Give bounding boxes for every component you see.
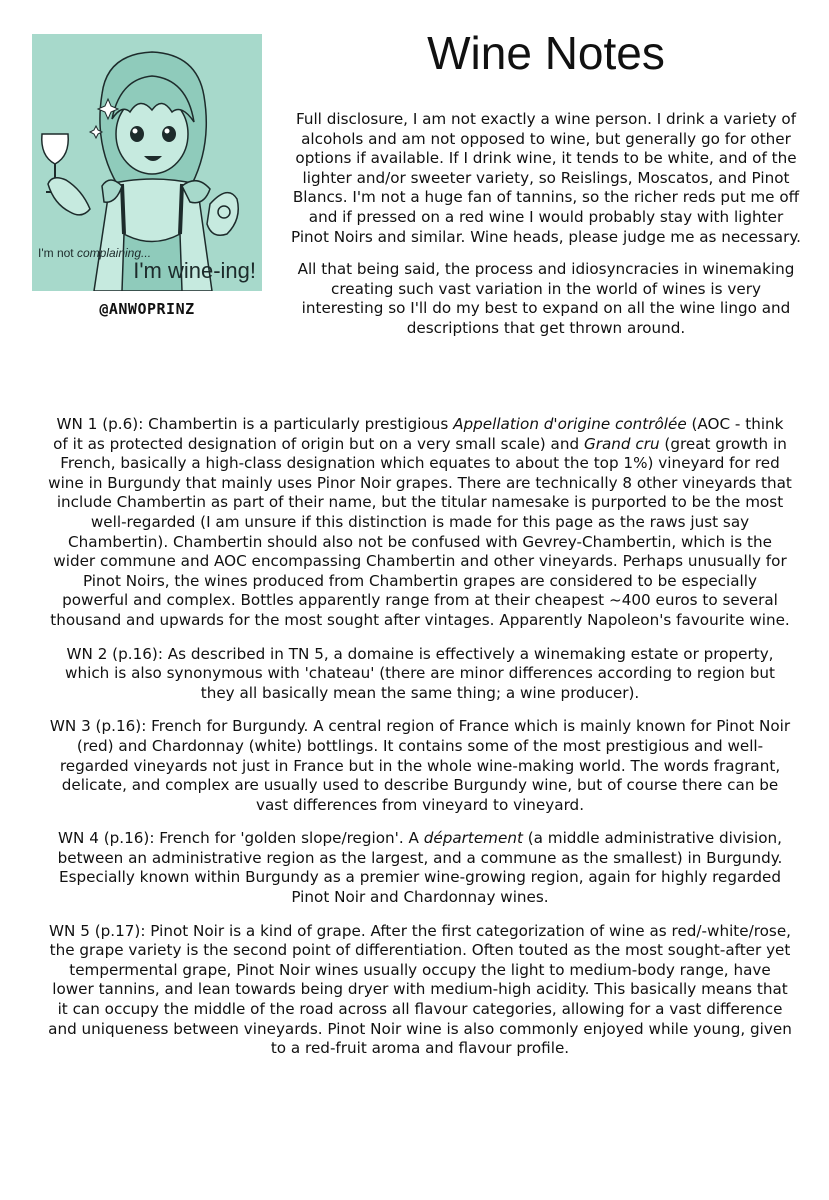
illustration-caption-line1: I'm not complaining... <box>38 246 152 260</box>
wine-notes-list <box>48 415 792 1073</box>
intro-section <box>288 110 804 352</box>
artist-signature: @ANWOPRINZ <box>99 300 195 318</box>
illustration-panel <box>32 34 262 291</box>
intro-paragraph-2: All that being said, the process and idiosyncracies in winemaking creating such vast variation in the world of wines is very interesting so I'll do my best to expand on all the wine lingo and descriptions that get thrown around. <box>297 260 795 337</box>
intro-paragraph-1: Full disclosure, I am not exactly a wine person. I drink a variety of alcohols and am not opposed to wine, but generally go for other options if available. If I drink wine, it tends to be white, and of the lighter and/or sweeter variety, so Reislings, Moscatos, and Pinot Blancs. I'm not a huge fan of tannins, so the richer reds put me off and if pressed on a red wine I would probably stay with lighter Pinot Noirs and similar. Wine heads, please judge me as necessary. <box>291 110 801 246</box>
wine-note-3: WN 3 (p.16): French for Burgundy. A central region of France which is mainly known for Pinot Noir (red) and Chardonnay (white) bottlings. It contains some of the most prestigious and well-regarded vineyards not just in France but in the whole wine-making world. The words fragrant, delicate, and complex are usually used to describe Burgundy wine, but of course there can be vast differences from vineyard to vineyard. <box>49 717 791 814</box>
wine-note-5: WN 5 (p.17): Pinot Noir is a kind of grape. After the first categorization of wine as red/-white/rose, the grape variety is the second point of differentiation. Often touted as the most sought-after yet tempermental grape, Pinot Noir wines usually occupy the light to medium-body range, have lower tannins, and lean towards being dryer with medium-high acidity. This basically means that it can occupy the middle of the road across all flavour categories, allowing for a vast difference and uniqueness between vineyards. Pinot Noir wine is also commonly enjoyed while young, given to a red-fruit aroma and flavour profile. <box>48 921 792 1058</box>
illustration-caption-line2: I'm wine-ing! <box>133 258 256 283</box>
wine-note-4: WN 4 (p.16): French for 'golden slope/region'. A département (a middle administrative division, between an administrative region as the largest, and a commune as the smallest) in Burgundy. Especially known within Burgundy as a premier wine-growing region, again for highly regarded Pinot Noir and Chardonnay wines. <box>57 829 783 907</box>
wine-note-2: WN 2 (p.16): As described in TN 5, a domaine is effectively a winemaking estate or property, which is also synonymous with 'chateau' (there are minor differences according to region but they all basically mean the same thing; a wine producer). <box>65 644 775 702</box>
wine-note-1: WN 1 (p.6): Chambertin is a particularly prestigious Appellation d'origine contrôlée (AOC - think of it as protected designation of origin but on a very small scale) and Grand cru (great growth in French, basically a high-class designation which equates to about the top 1%) vineyard for red wine in Burgundy that mainly uses Pinor Noir grapes. There are technically 8 other vineyards that include Chambertin as part of their name, but the titular namesake is purported to be the most well-regarded (I am unsure if this distinction is made for this page as the raws just say Chambertin). Chambertin should also not be confused with Gevrey-Chambertin, which is the wider commune and AOC encompassing Chambertin and other vineyards. Perhaps unusually for Pinot Noirs, the wines produced from Chambertin grapes are considered to be especially powerful and complex. Bottles apparently range from at their cheapest ~400 euros to several thousand and upwards for the most sought after vintages. Apparently Napoleon's favourite wine. <box>48 415 792 629</box>
page-title: Wine Notes <box>427 27 665 79</box>
